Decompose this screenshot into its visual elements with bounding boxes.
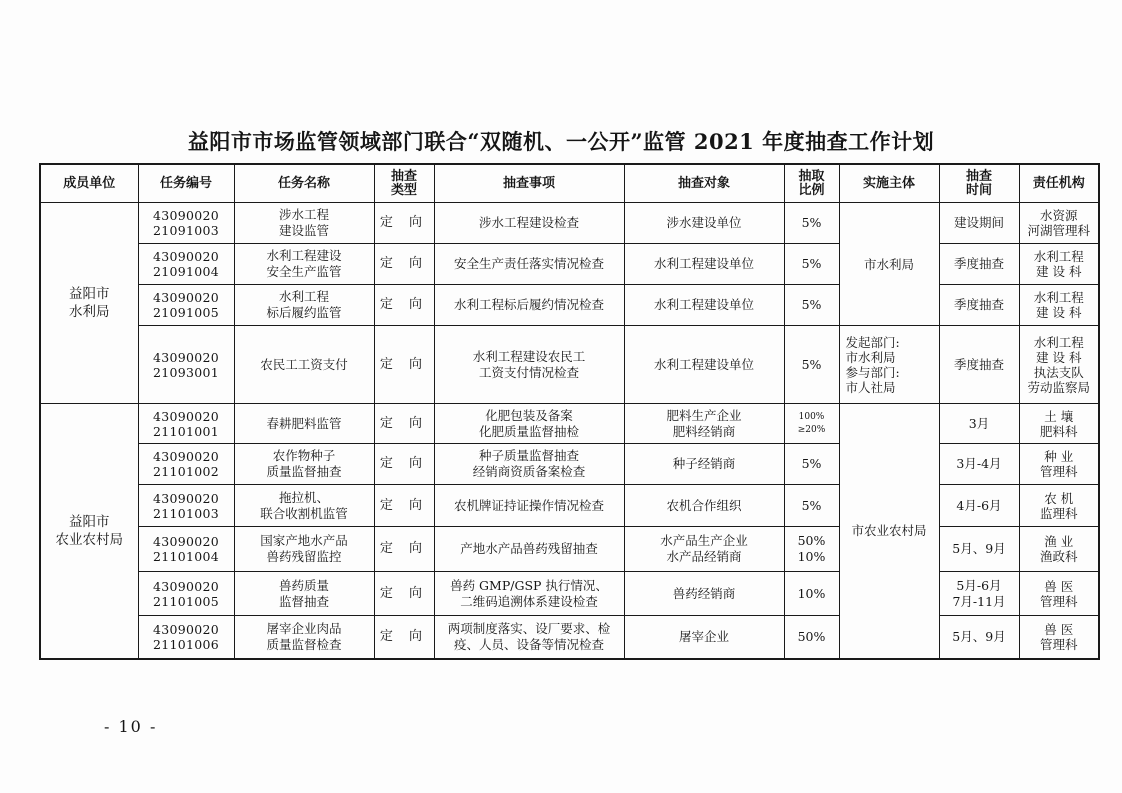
check-item: 水利工程建设农民工 工资支付情况检查 [434, 326, 624, 404]
header-responsible: 责任机构 [1019, 164, 1099, 203]
check-type: 定 向 [374, 485, 434, 527]
table-row [40, 444, 1099, 485]
check-time: 季度抽查 [939, 285, 1019, 326]
check-type: 定 向 [374, 326, 434, 404]
check-type: 定 向 [374, 285, 434, 326]
check-time: 3月-4月 [939, 444, 1019, 485]
table-row [40, 485, 1099, 527]
header-entity: 实施主体 [839, 164, 939, 203]
unit-cell: 益阳市 农业农村局 [40, 404, 138, 659]
entity-cell: 市水利局 [839, 203, 939, 326]
check-time: 季度抽查 [939, 244, 1019, 285]
responsible-org: 农 机 监理科 [1019, 485, 1099, 527]
check-time: 5月-6月 7月-11月 [939, 572, 1019, 616]
task-name: 春耕肥料监管 [234, 404, 374, 444]
check-target: 屠宰企业 [624, 616, 784, 659]
check-target: 农机合作组织 [624, 485, 784, 527]
task-code: 43090020 21101004 [138, 527, 234, 572]
responsible-org: 渔 业 渔政科 [1019, 527, 1099, 572]
table-row [40, 527, 1099, 572]
unit-cell: 益阳市 水利局 [40, 203, 138, 404]
inspection-plan-table [39, 163, 1100, 660]
ratio: 5% [784, 444, 839, 485]
table-header-row [40, 164, 1099, 203]
check-target: 水利工程建设单位 [624, 326, 784, 404]
page-title: 益阳市市场监管领域部门联合“双随机、一公开”监管 2021 年度抽查工作计划 [187, 129, 935, 154]
entity-cell: 发起部门: 市水利局 参与部门: 市人社局 [839, 326, 939, 404]
check-type: 定 向 [374, 404, 434, 444]
check-item: 产地水产品兽药残留抽查 [434, 527, 624, 572]
ratio: 10% [784, 572, 839, 616]
check-time: 季度抽查 [939, 326, 1019, 404]
header-unit: 成员单位 [40, 164, 138, 203]
responsible-org: 兽 医 管理科 [1019, 616, 1099, 659]
check-item: 种子质量监督抽查 经销商资质备案检查 [434, 444, 624, 485]
task-name: 屠宰企业肉品 质量监督检查 [234, 616, 374, 659]
check-type: 定 向 [374, 203, 434, 244]
table-row [40, 203, 1099, 244]
check-time: 建设期间 [939, 203, 1019, 244]
task-code: 43090020 21101006 [138, 616, 234, 659]
check-type: 定 向 [374, 527, 434, 572]
header-ratio: 抽取 比例 [784, 164, 839, 203]
ratio: 50% [784, 616, 839, 659]
check-item: 安全生产责任落实情况检查 [434, 244, 624, 285]
check-item: 涉水工程建设检查 [434, 203, 624, 244]
table-row [40, 404, 1099, 444]
header-task-code: 任务编号 [138, 164, 234, 203]
header-check-type: 抽查 类型 [374, 164, 434, 203]
task-name: 拖拉机、 联合收割机监管 [234, 485, 374, 527]
table-row [40, 244, 1099, 285]
task-name: 水利工程 标后履约监管 [234, 285, 374, 326]
table-row [40, 572, 1099, 616]
task-name: 农民工工资支付 [234, 326, 374, 404]
task-name: 国家产地水产品 兽药残留监控 [234, 527, 374, 572]
check-target: 肥料生产企业 肥料经销商 [624, 404, 784, 444]
task-code: 43090020 21091005 [138, 285, 234, 326]
check-time: 5月、9月 [939, 527, 1019, 572]
check-item: 化肥包装及备案 化肥质量监督抽检 [434, 404, 624, 444]
check-item: 兽药 GMP/GSP 执行情况、 二维码追溯体系建设检查 [434, 572, 624, 616]
check-type: 定 向 [374, 616, 434, 659]
ratio: 100% ≥20% [784, 404, 839, 444]
check-target: 涉水建设单位 [624, 203, 784, 244]
ratio: 5% [784, 285, 839, 326]
responsible-org: 土 壤 肥料科 [1019, 404, 1099, 444]
task-code: 43090020 21091003 [138, 203, 234, 244]
task-code: 43090020 21093001 [138, 326, 234, 404]
header-task-name: 任务名称 [234, 164, 374, 203]
responsible-org: 水资源 河湖管理科 [1019, 203, 1099, 244]
check-target: 种子经销商 [624, 444, 784, 485]
ratio: 5% [784, 203, 839, 244]
responsible-org: 水利工程 建 设 科 [1019, 285, 1099, 326]
check-target: 兽药经销商 [624, 572, 784, 616]
page-number: - 10 - [104, 717, 158, 736]
check-time: 4月-6月 [939, 485, 1019, 527]
table-row [40, 616, 1099, 659]
check-target: 水利工程建设单位 [624, 244, 784, 285]
ratio: 5% [784, 326, 839, 404]
responsible-org: 水利工程 建 设 科 执法支队 劳动监察局 [1019, 326, 1099, 404]
check-item: 农机牌证持证操作情况检查 [434, 485, 624, 527]
check-target: 水利工程建设单位 [624, 285, 784, 326]
check-item: 水利工程标后履约情况检查 [434, 285, 624, 326]
table-row [40, 326, 1099, 404]
check-item: 两项制度落实、设厂要求、检 疫、人员、设备等情况检查 [434, 616, 624, 659]
task-code: 43090020 21091004 [138, 244, 234, 285]
header-check-target: 抽查对象 [624, 164, 784, 203]
check-type: 定 向 [374, 444, 434, 485]
ratio: 5% [784, 244, 839, 285]
task-name: 水利工程建设 安全生产监管 [234, 244, 374, 285]
check-time: 5月、9月 [939, 616, 1019, 659]
header-check-item: 抽查事项 [434, 164, 624, 203]
ratio: 5% [784, 485, 839, 527]
task-name: 涉水工程 建设监管 [234, 203, 374, 244]
table-row [40, 285, 1099, 326]
entity-cell: 市农业农村局 [839, 404, 939, 659]
ratio: 50% 10% [784, 527, 839, 572]
check-time: 3月 [939, 404, 1019, 444]
check-type: 定 向 [374, 572, 434, 616]
responsible-org: 种 业 管理科 [1019, 444, 1099, 485]
check-target: 水产品生产企业 水产品经销商 [624, 527, 784, 572]
check-type: 定 向 [374, 244, 434, 285]
responsible-org: 兽 医 管理科 [1019, 572, 1099, 616]
responsible-org: 水利工程 建 设 科 [1019, 244, 1099, 285]
task-name: 兽药质量 监督抽查 [234, 572, 374, 616]
task-code: 43090020 21101005 [138, 572, 234, 616]
task-code: 43090020 21101003 [138, 485, 234, 527]
task-code: 43090020 21101002 [138, 444, 234, 485]
task-code: 43090020 21101001 [138, 404, 234, 444]
header-time: 抽查 时间 [939, 164, 1019, 203]
task-name: 农作物种子 质量监督抽查 [234, 444, 374, 485]
